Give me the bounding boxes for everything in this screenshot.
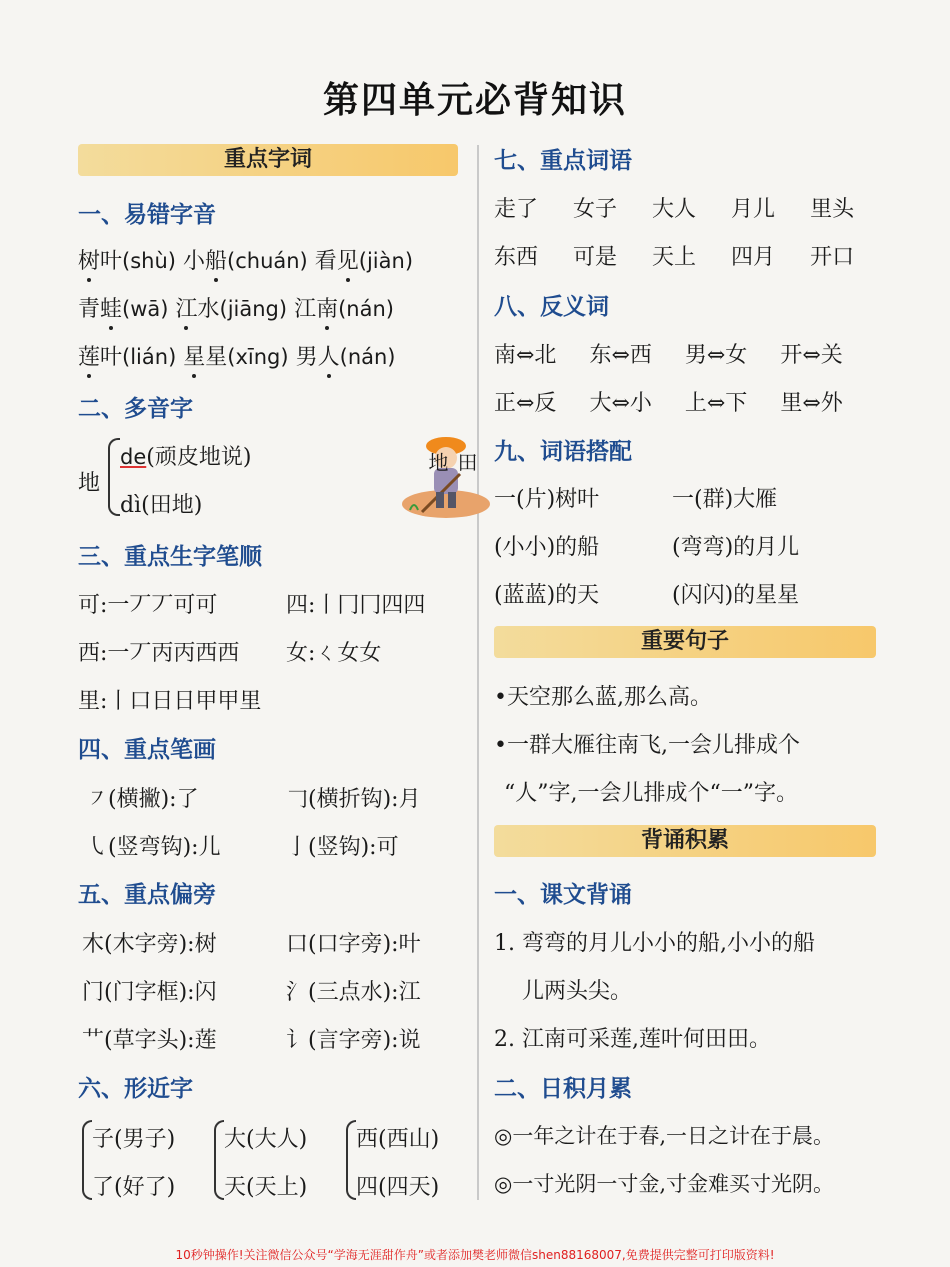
heading-collocations: 九、词语搭配 bbox=[494, 439, 632, 465]
pron-item: 男人(nán) bbox=[295, 345, 396, 370]
stroke-item: ㇂(竖弯钩):儿 bbox=[86, 835, 221, 860]
phrase: 月儿 bbox=[731, 197, 776, 222]
antonym-row-2 bbox=[494, 386, 843, 417]
stroke-order-item: 西:一丆丙丙西西 bbox=[78, 641, 240, 666]
page-title: 第四单元必背知识 bbox=[322, 80, 627, 121]
pron-row-1 bbox=[78, 244, 413, 275]
radical-item: 讠(言字旁):说 bbox=[286, 1028, 421, 1053]
polyphone-char: 地 bbox=[78, 471, 101, 496]
phrase: 大人 bbox=[652, 197, 697, 222]
heading-antonyms: 八、反义词 bbox=[494, 294, 609, 320]
collocation: (弯弯)的月儿 bbox=[672, 535, 800, 560]
phrase: 女子 bbox=[573, 197, 618, 222]
radical-item: 门(门字框):闪 bbox=[82, 980, 217, 1005]
radical-item: 木(木字旁):树 bbox=[82, 932, 217, 957]
heading-pronunciation: 一、易错字音 bbox=[78, 202, 216, 228]
footer-notice: 10秒钟操作!关注微信公众号“学海无涯甜作舟”或者添加樊老师微信shen88168007,免费提供完整可打印版资料! bbox=[175, 1248, 775, 1262]
stroke-order-item: 里:丨口日日甲甲里 bbox=[78, 689, 262, 714]
phrase: 可是 bbox=[573, 245, 618, 270]
sentence: “人”字,一会儿排成个“一”字。 bbox=[504, 781, 798, 806]
similar-brace bbox=[214, 1120, 224, 1200]
illustration-caption: 田地 bbox=[425, 452, 478, 472]
polyphone-brace bbox=[108, 438, 120, 516]
pron-row-2 bbox=[78, 292, 394, 323]
antonym: 东⇔西 bbox=[589, 343, 652, 368]
similar-char: 天(天上) bbox=[224, 1175, 308, 1200]
pron-item: 青蛙(wā) bbox=[78, 297, 169, 322]
antonym: 里⇔外 bbox=[780, 391, 843, 416]
polyphone-reading-1 bbox=[120, 440, 251, 471]
pron-item: 星星(xīng) bbox=[183, 345, 289, 370]
heading-stroke-order: 三、重点生字笔顺 bbox=[78, 544, 262, 570]
stroke-order-item: 四:丨冂冂四四 bbox=[286, 593, 426, 618]
phrase: 里头 bbox=[810, 197, 855, 222]
similar-char: 大(大人) bbox=[224, 1127, 308, 1152]
collocation: 一(群)大雁 bbox=[672, 487, 778, 512]
pron-item: 树叶(shù) bbox=[78, 249, 176, 274]
similar-brace bbox=[346, 1120, 356, 1200]
antonym-row-1 bbox=[494, 338, 843, 369]
collocation: 一(片)树叶 bbox=[494, 487, 600, 512]
similar-char: 了(好了) bbox=[92, 1175, 176, 1200]
stroke-order-item: 可:一丆丆可可 bbox=[78, 593, 218, 618]
stroke-item: ㇇(横撇):了 bbox=[86, 787, 199, 812]
section-band-recitation: 背诵积累 bbox=[494, 825, 876, 857]
similar-brace bbox=[82, 1120, 92, 1200]
similar-char: 西(西山) bbox=[356, 1127, 440, 1152]
phrase-row-2 bbox=[494, 240, 854, 271]
pron-item: 看见(jiàn) bbox=[314, 249, 414, 274]
heading-daily-accumulation: 二、日积月累 bbox=[494, 1076, 632, 1102]
phrase-row-1 bbox=[494, 192, 854, 223]
antonym: 南⇔北 bbox=[494, 343, 557, 368]
section-band-sentences: 重要句子 bbox=[494, 626, 876, 658]
proverb: ◎一寸光阴一寸金,寸金难买寸光阴。 bbox=[494, 1172, 834, 1196]
recitation-line: 2. 江南可采莲,莲叶何田田。 bbox=[494, 1027, 771, 1052]
phrase: 开口 bbox=[810, 245, 855, 270]
stroke-order-item: 女:ㄑ女女 bbox=[286, 641, 382, 666]
recitation-line: 儿两头尖。 bbox=[522, 979, 633, 1004]
similar-char: 子(男子) bbox=[92, 1127, 176, 1152]
sentence: •天空那么蓝,那么高。 bbox=[494, 685, 712, 710]
polyphone-words-1: (顽皮地说) bbox=[146, 445, 252, 470]
section-band-key-words: 重点字词 bbox=[78, 144, 458, 176]
pron-item: 莲叶(lián) bbox=[78, 345, 177, 370]
phrase: 天上 bbox=[652, 245, 697, 270]
phrase: 东西 bbox=[494, 245, 539, 270]
polyphone-reading-2: dì(田地) bbox=[120, 493, 203, 518]
farmer-illustration bbox=[400, 432, 492, 524]
recitation-line: 1. 弯弯的月儿小小的船,小小的船 bbox=[494, 931, 815, 956]
pron-row-3 bbox=[78, 340, 396, 371]
antonym: 男⇔女 bbox=[684, 343, 748, 368]
phrase: 走了 bbox=[494, 197, 539, 222]
antonym: 上⇔下 bbox=[684, 391, 748, 416]
antonym: 正⇔反 bbox=[494, 391, 557, 416]
pinyin-de: de bbox=[120, 445, 147, 469]
radical-item: 口(口字旁):叶 bbox=[286, 932, 421, 957]
heading-radicals: 五、重点偏旁 bbox=[78, 882, 216, 908]
antonym: 开⇔关 bbox=[780, 343, 843, 368]
column-divider bbox=[477, 145, 479, 1200]
antonym: 大⇔小 bbox=[589, 391, 652, 416]
heading-polyphone: 二、多音字 bbox=[78, 396, 193, 422]
phrase: 四月 bbox=[731, 245, 776, 270]
pron-item: 江水(jiāng) bbox=[175, 297, 288, 322]
heading-text-recitation: 一、课文背诵 bbox=[494, 882, 632, 908]
heading-strokes: 四、重点笔画 bbox=[78, 737, 216, 763]
radical-item: 艹(草字头):莲 bbox=[82, 1028, 217, 1053]
sentence: •一群大雁往南飞,一会儿排成个 bbox=[494, 733, 800, 758]
stroke-item: 亅(竖钩):可 bbox=[286, 835, 399, 860]
pron-item: 小船(chuán) bbox=[182, 249, 308, 274]
heading-key-phrases: 七、重点词语 bbox=[494, 148, 632, 174]
collocation: (小小)的船 bbox=[494, 535, 600, 560]
collocation: (闪闪)的星星 bbox=[672, 583, 800, 608]
pron-item: 江南(nán) bbox=[294, 297, 394, 322]
heading-similar-chars: 六、形近字 bbox=[78, 1076, 193, 1102]
stroke-item: 𠃌(横折钩):月 bbox=[286, 787, 421, 812]
radical-item: 氵(三点水):江 bbox=[286, 980, 421, 1005]
collocation: (蓝蓝)的天 bbox=[494, 583, 600, 608]
similar-char: 四(四天) bbox=[356, 1175, 440, 1200]
proverb: ◎一年之计在于春,一日之计在于晨。 bbox=[494, 1124, 834, 1148]
